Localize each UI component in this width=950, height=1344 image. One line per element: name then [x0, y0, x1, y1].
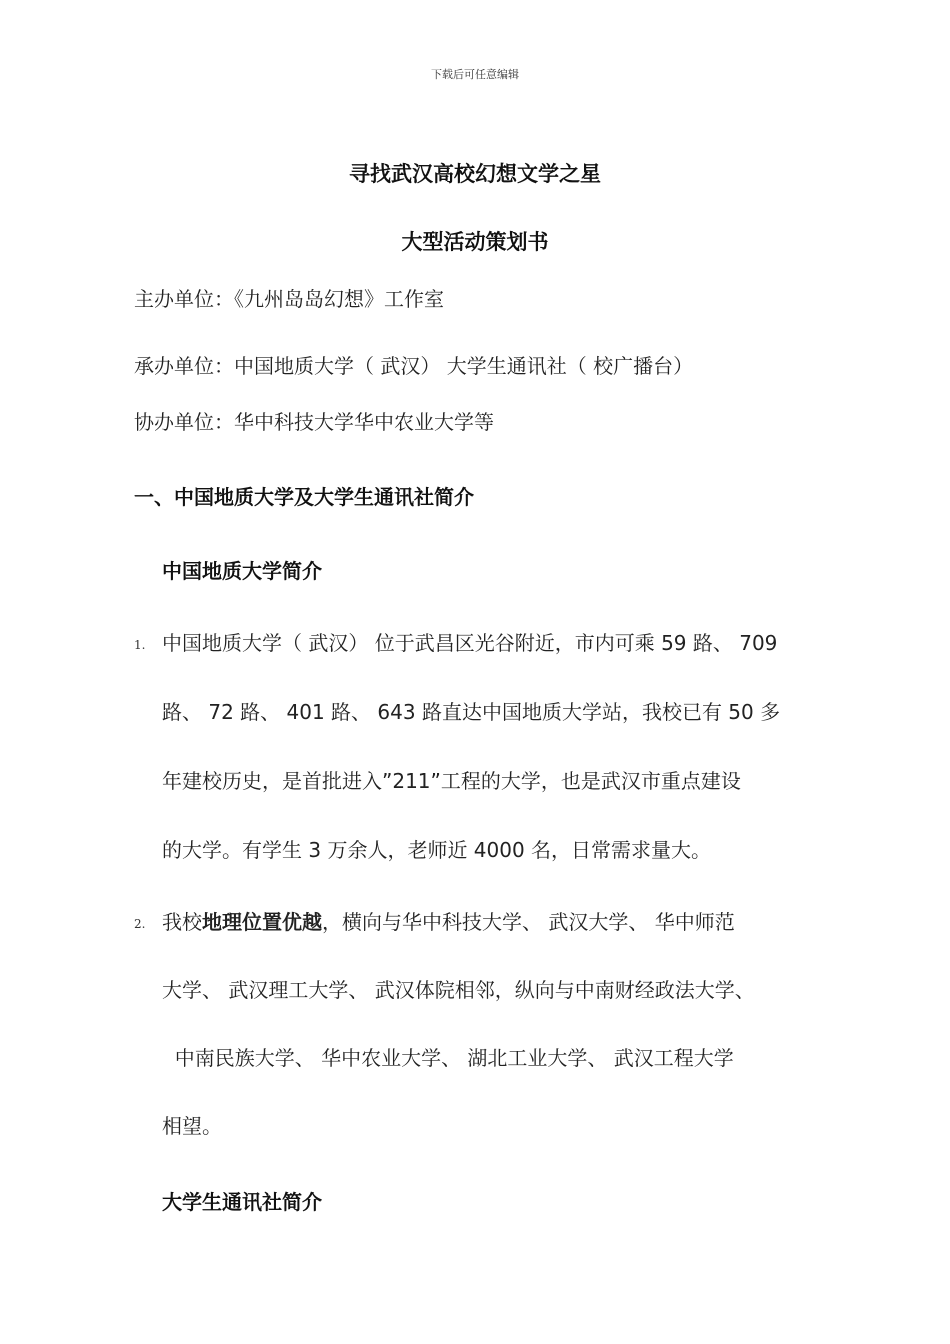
paragraph-line: 相望。	[162, 1114, 222, 1138]
paragraph-line: 大学、 武汉理工大学、 武汉体院相邻，纵向与中南财经政法大学、	[162, 978, 755, 1002]
text-prefix: 我校	[162, 910, 202, 934]
list-item	[134, 630, 862, 906]
emphasis-text: 地理位置优越	[202, 910, 322, 934]
paragraph-line: 的大学。有学生 3 万余人，老师近 4000 名，日常需求量大。	[162, 838, 712, 862]
document-title: 寻找武汉高校幻想文学之星	[349, 162, 601, 186]
host-organizer: 主办单位：《九州岛岛幻想》工作室	[134, 287, 444, 311]
paragraph-line: 年建校历史，是首批进入”211”工程的大学，也是武汉市重点建设	[162, 769, 741, 793]
undertaking-organizer: 承办单位：中国地质大学（ 武汉） 大学生通讯社（ 校广播台）	[134, 354, 694, 378]
document-subtitle: 大型活动策划书	[401, 230, 549, 254]
paragraph-line	[162, 909, 862, 977]
co-organizer: 协办单位：华中科技大学华中农业大学等	[134, 410, 494, 434]
subsection-heading-university: 中国地质大学简介	[162, 559, 322, 583]
paragraph-line: 中国地质大学（ 武汉） 位于武昌区光谷附近，市内可乘 59 路、 709	[162, 631, 778, 655]
header-note: 下载后可任意编辑	[431, 68, 519, 81]
list-number: 1.	[134, 638, 146, 652]
paragraph-line: 路、 72 路、 401 路、 643 路直达中国地质大学站，我校已有 50 多	[162, 700, 781, 724]
paragraph-line: 中南民族大学、 华中农业大学、 湖北工业大学、 武汉工程大学	[162, 1046, 734, 1070]
section-heading: 一、中国地质大学及大学生通讯社简介	[134, 485, 474, 509]
list-number: 2.	[134, 917, 146, 931]
list-item	[134, 909, 862, 1181]
subsection-heading-news-agency: 大学生通讯社简介	[162, 1190, 322, 1214]
text-rest: ，横向与华中科技大学、 武汉大学、 华中师范	[322, 910, 735, 934]
